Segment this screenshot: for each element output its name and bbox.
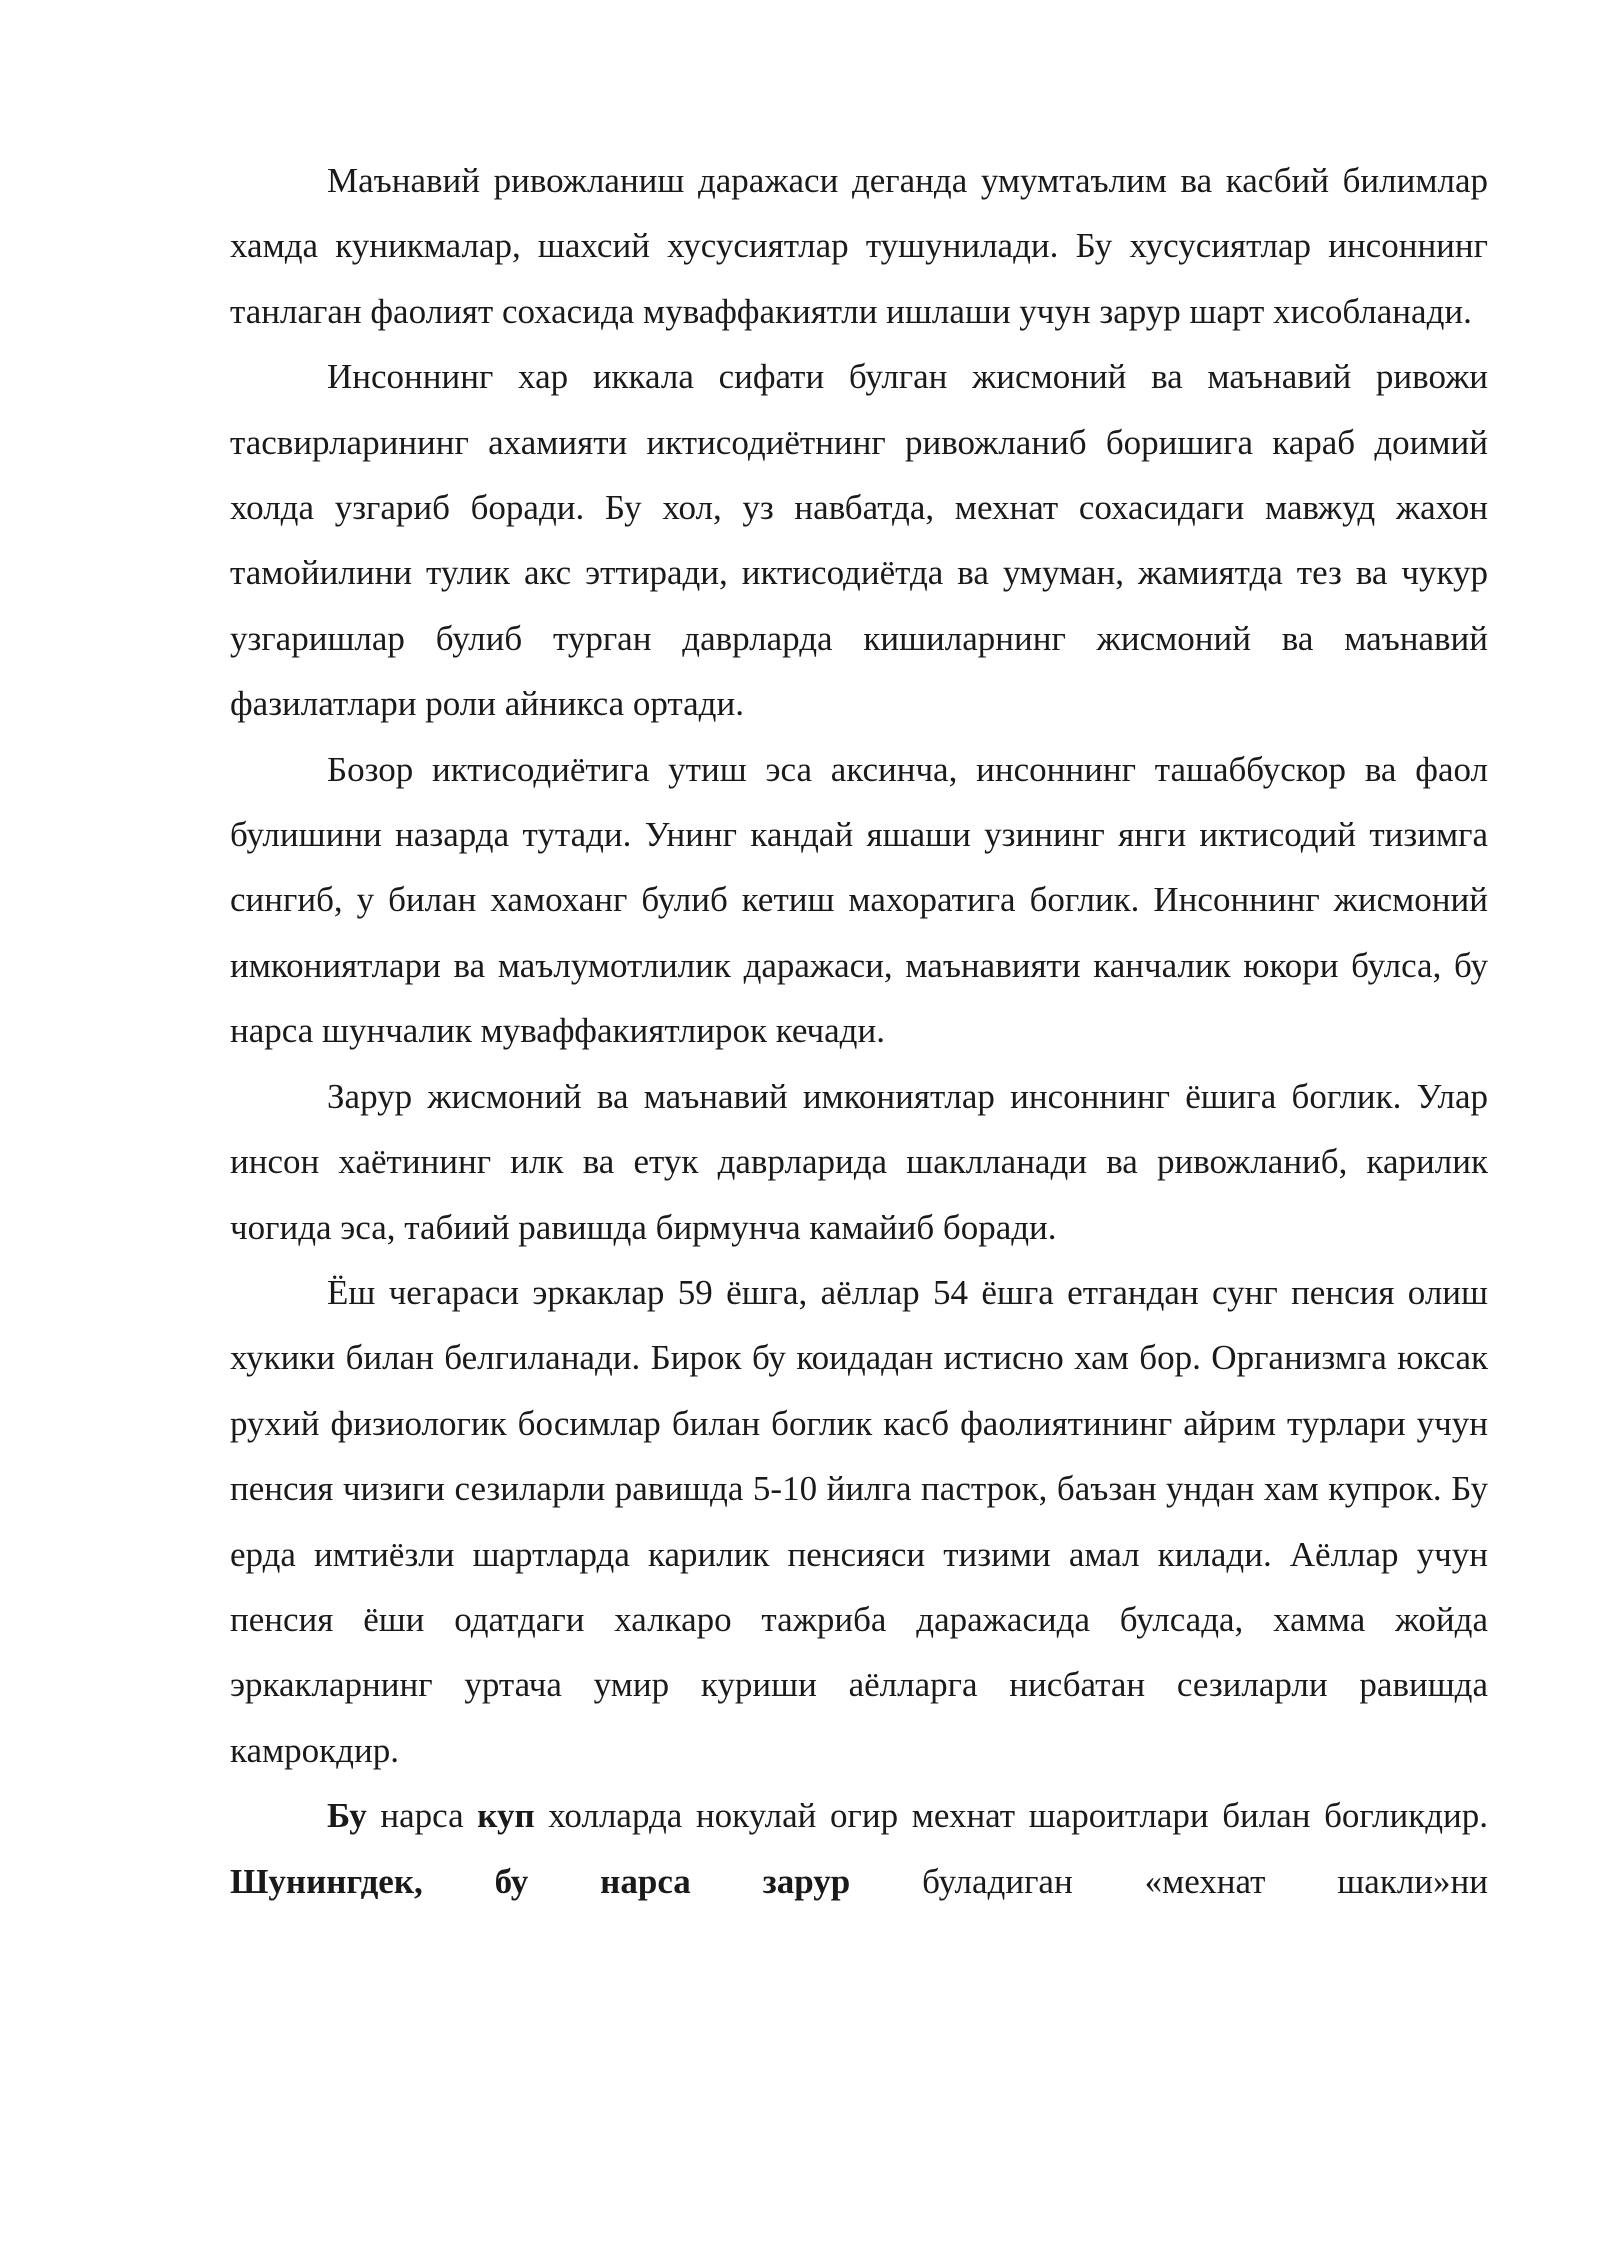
paragraph-6-run-3: холларда нокулай огир мехнат шароитлари билан богликдир.: [534, 1796, 1488, 1836]
paragraph-4: Зарур жисмоний ва маънавий имкониятлар инсоннинг ёшига боглик. Улар инсон хаётининг илк ва етук даврларида шаклланади ва ривожланиб, карилик чогида эса, табиий равишда бирмунча камайиб боради.: [230, 1076, 1488, 1247]
paragraph-5: Ёш чегараси эркаклар 59 ёшга, аёллар 54 ёшга етгандан сунг пенсия олиш хукики билан белгиланади. Бирок бу коидадан истисно хам бор. Организмга юксак рухий физиологик босимлар билан боглик касб фаолиятининг айрим турлари учун пенсия чизиги сезиларли равишда 5-10 йилга пастрок, баъзан ундан хам купрок. Бу ерда имтиёзли шартларда карилик пенсияси тизими амал килади. Аёллар учун пенсия ёши одатдаги халкаро тажриба даражасида булсада, хамма жойда эркакларнинг уртача умир куриши аёлларга нисбатан сезиларли равишда камрокдир.: [230, 1272, 1488, 1770]
paragraph-6-run-5: буладиган «мехнат шакли»ни: [850, 1861, 1488, 1901]
paragraph-2: Инсоннинг хар иккала сифати булган жисмоний ва маънавий ривожи тасвирларининг ахамияти иктисодиётнинг ривожланиб боришига караб доимий холда узгариб боради. Бу хол, уз навбатда, мехнат сохасидаги мавжуд жахон тамойилини тулик акс эттиради, иктисодиётда ва умуман, жамиятда тез ва чукур узгаришлар булиб турган даврларда кишиларнинг жисмоний ва маънавий фазилатлари роли айникса ортади.: [230, 357, 1488, 724]
paragraph-3: Бозор иктисодиётига утиш эса аксинча, инсоннинг ташаббускор ва фаол булишини назарда тутади. Унинг кандай яшаши узининг янги иктисодий тизимга сингиб, у билан хамоханг булиб кетиш махоратига боглик. Инсоннинг жисмоний имкониятлари ва маълумотлилик даражаси, маънавияти канчалик юкори булса, бу нарса шунчалик муваффакиятлирок кечади.: [230, 749, 1488, 1051]
paragraph-6-run-1: нарса: [366, 1796, 478, 1836]
paragraph-6-run-0: Бу: [327, 1796, 367, 1836]
document-body: [230, 148, 1488, 1914]
paragraph-6-run-2: куп: [477, 1796, 535, 1836]
paragraph-6-run-4: Шунингдек, бу нарса зарур: [230, 1861, 851, 1901]
paragraph-1: Маънавий ривожланиш даражаси деганда умумтаълим ва касбий билимлар хамда куникмалар, шахсий хусусиятлар тушунилади. Бу хусусиятлар инсоннинг танлаган фаолият сохасида муваффакиятли ишлаши учун зарур шарт хисобланади.: [230, 161, 1488, 331]
paragraph-6: [230, 1783, 1488, 1914]
